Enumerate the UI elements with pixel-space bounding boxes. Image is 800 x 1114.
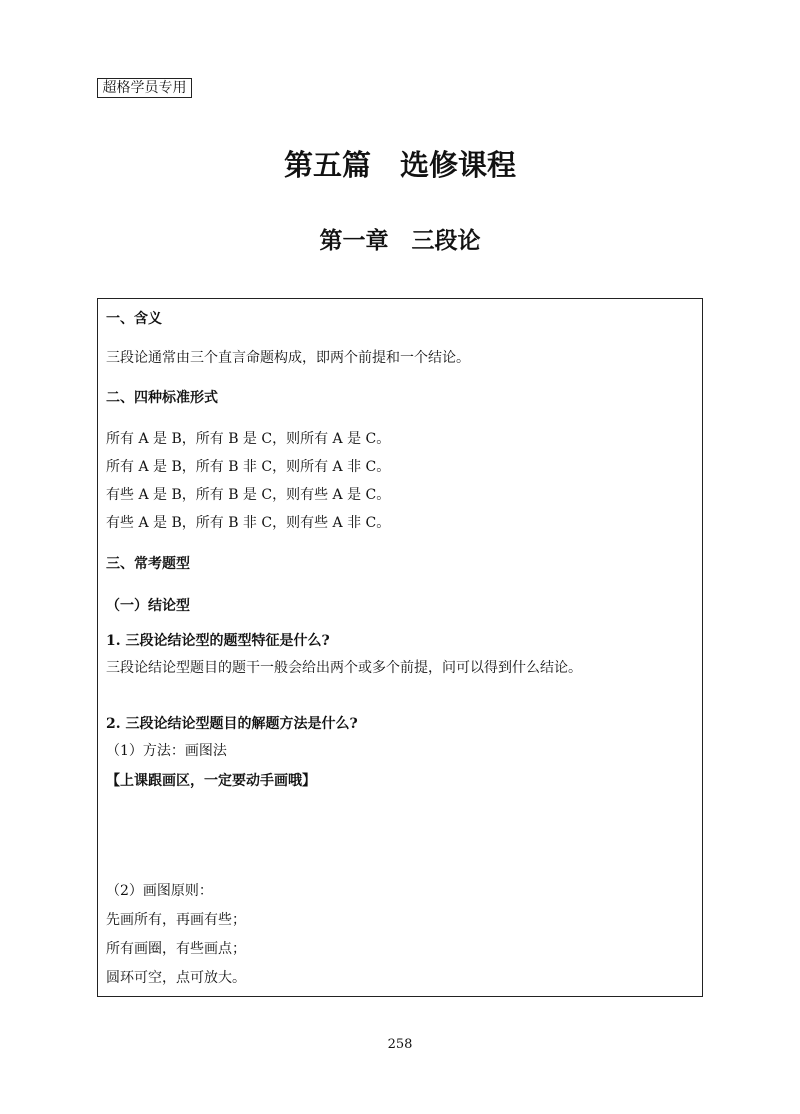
principle-line: 圆环可空，点可放大。 — [106, 970, 246, 986]
chapter-title: 第一章 三段论 — [319, 227, 481, 254]
form-line: 所有 A 是 B，所有 B 是 C，则所有 A 是 C。 — [106, 431, 391, 447]
part-title: 第五篇 选修课程 — [283, 148, 516, 182]
section-heading-meaning: 一、含义 — [106, 311, 162, 327]
form-line: 所有 A 是 B，所有 B 非 C，则所有 A 非 C。 — [106, 459, 391, 475]
question-2: 2. 三段论结论型题目的解题方法是什么? — [106, 716, 358, 732]
form-line: 有些 A 是 B，所有 B 是 C，则有些 A 是 C。 — [106, 487, 391, 503]
form-line: 有些 A 是 B，所有 B 非 C，则有些 A 非 C。 — [106, 515, 391, 531]
section-heading-question-types: 三、常考题型 — [106, 556, 190, 572]
principle-line: 先画所有，再画有些； — [106, 912, 246, 928]
content-box — [97, 298, 703, 997]
answer-1: 三段论结论型题目的题干一般会给出两个或多个前提，问可以得到什么结论。 — [106, 660, 582, 676]
page-number: 258 — [387, 1037, 413, 1052]
section-heading-forms: 二、四种标准形式 — [106, 390, 218, 406]
drawing-note: 【上课跟画区，一定要动手画哦】 — [106, 773, 316, 789]
method-line: （1）方法：画图法 — [106, 743, 227, 759]
meaning-text: 三段论通常由三个直言命题构成，即两个前提和一个结论。 — [106, 350, 470, 366]
student-only-badge: 超格学员专用 — [97, 78, 192, 98]
question-1: 1. 三段论结论型的题型特征是什么? — [106, 633, 330, 649]
subheading-conclusion-type: （一）结论型 — [106, 598, 190, 614]
principle-line: 所有画圈，有些画点； — [106, 941, 246, 957]
principles-title: （2）画图原则： — [106, 883, 213, 899]
